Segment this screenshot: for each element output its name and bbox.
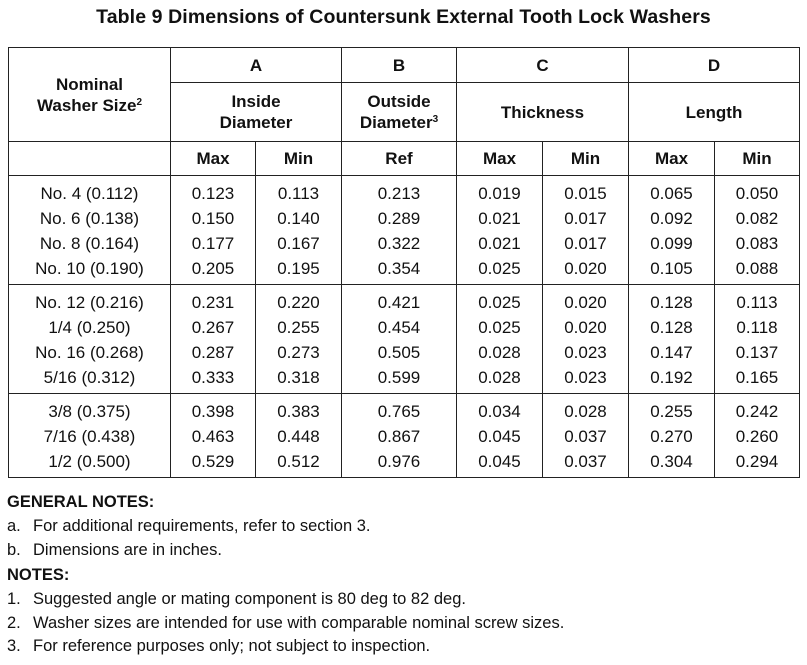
cell-a-min: 0.113 (256, 176, 342, 207)
cell-d-min: 0.294 (715, 449, 800, 478)
cell-c-min: 0.017 (543, 206, 629, 231)
cell-a-max: 0.177 (171, 231, 256, 256)
note-text: Suggested angle or mating component is 80 deg to 82 deg. (33, 590, 466, 608)
cell-size: No. 16 (0.268) (9, 340, 171, 365)
header-a-line1: Inside (231, 92, 281, 111)
cell-d-max: 0.092 (629, 206, 715, 231)
note-marker: 3. (7, 637, 21, 655)
table-row (9, 256, 800, 285)
note-text: For reference purposes only; not subject to inspection. (33, 637, 431, 655)
cell-a-min: 0.195 (256, 256, 342, 285)
cell-a-min: 0.318 (256, 365, 342, 394)
cell-c-max: 0.019 (457, 176, 543, 207)
cell-d-min: 0.260 (715, 424, 800, 449)
note-marker: a. (7, 517, 21, 535)
notes-section (7, 489, 797, 659)
note-1 (7, 588, 797, 612)
cell-a-min: 0.512 (256, 449, 342, 478)
table-row (9, 176, 800, 207)
cell-a-max: 0.287 (171, 340, 256, 365)
cell-d-min: 0.118 (715, 315, 800, 340)
cell-size: No. 8 (0.164) (9, 231, 171, 256)
cell-c-min: 0.015 (543, 176, 629, 207)
cell-a-min: 0.167 (256, 231, 342, 256)
cell-b-ref: 0.289 (342, 206, 457, 231)
cell-size: 5/16 (0.312) (9, 365, 171, 394)
header-size-line2: Washer Size (36, 95, 137, 115)
row-group (9, 176, 800, 285)
cell-c-min: 0.023 (543, 365, 629, 394)
table-row (9, 365, 800, 394)
header-b-line1: Outside (367, 92, 431, 111)
cell-a-max: 0.123 (171, 176, 256, 207)
cell-d-max: 0.128 (629, 285, 715, 316)
table-row (9, 231, 800, 256)
general-note-b (7, 539, 797, 563)
cell-a-min: 0.220 (256, 285, 342, 316)
cell-d-min: 0.242 (715, 394, 800, 425)
cell-a-max: 0.267 (171, 315, 256, 340)
note-2 (7, 612, 797, 636)
cell-size: No. 12 (0.216) (9, 285, 171, 316)
cell-size: No. 4 (0.112) (9, 176, 171, 207)
cell-d-min: 0.082 (715, 206, 800, 231)
cell-d-max: 0.255 (629, 394, 715, 425)
table-row (9, 394, 800, 425)
header-b-line2: Diameter (359, 113, 433, 132)
general-notes-heading: GENERAL NOTES: (7, 493, 155, 511)
cell-d-max: 0.065 (629, 176, 715, 207)
header-col-a: A (171, 48, 342, 83)
header-col-c: C (457, 48, 629, 83)
cell-d-min: 0.137 (715, 340, 800, 365)
note-text: Dimensions are in inches. (33, 540, 222, 559)
cell-a-min: 0.273 (256, 340, 342, 365)
cell-size: No. 6 (0.138) (9, 206, 171, 231)
cell-d-min: 0.113 (715, 285, 800, 316)
notes-heading: NOTES: (7, 566, 70, 584)
cell-size: 1/4 (0.250) (9, 315, 171, 340)
cell-d-max: 0.099 (629, 231, 715, 256)
cell-size: 1/2 (0.500) (9, 449, 171, 478)
cell-a-max: 0.205 (171, 256, 256, 285)
header-outside-diameter (342, 83, 457, 142)
cell-d-min: 0.165 (715, 365, 800, 394)
note-text: For additional requirements, refer to section 3. (33, 517, 371, 535)
header-b-footnote: 3 (432, 114, 439, 125)
note-text: Washer sizes are intended for use with comparable nominal screw sizes. (33, 613, 565, 632)
cell-a-max: 0.150 (171, 206, 256, 231)
cell-c-max: 0.025 (457, 285, 543, 316)
cell-c-min: 0.037 (543, 449, 629, 478)
header-size-line1: Nominal (55, 74, 124, 94)
cell-d-min: 0.083 (715, 231, 800, 256)
table-row (9, 206, 800, 231)
cell-b-ref: 0.322 (342, 231, 457, 256)
cell-d-min: 0.050 (715, 176, 800, 207)
header-col-b: B (342, 48, 457, 83)
note-3 (7, 635, 797, 659)
cell-d-max: 0.304 (629, 449, 715, 478)
header-b-ref: Ref (342, 142, 457, 176)
cell-d-max: 0.128 (629, 315, 715, 340)
table-title: Table 9 Dimensions of Countersunk External Tooth Lock Washers (96, 6, 711, 28)
table-header (9, 48, 800, 176)
cell-d-min: 0.088 (715, 256, 800, 285)
cell-c-max: 0.045 (457, 449, 543, 478)
header-a-max: Max (171, 142, 256, 176)
note-marker: 2. (7, 613, 21, 632)
header-d-min: Min (715, 142, 800, 176)
cell-b-ref: 0.213 (342, 176, 457, 207)
cell-b-ref: 0.976 (342, 449, 457, 478)
cell-c-max: 0.025 (457, 256, 543, 285)
cell-a-min: 0.448 (256, 424, 342, 449)
cell-c-min: 0.020 (543, 285, 629, 316)
header-nominal-size (9, 48, 171, 142)
cell-c-max: 0.021 (457, 206, 543, 231)
cell-d-max: 0.192 (629, 365, 715, 394)
cell-a-max: 0.463 (171, 424, 256, 449)
dimensions-table (8, 47, 800, 478)
cell-a-max: 0.333 (171, 365, 256, 394)
cell-c-min: 0.023 (543, 340, 629, 365)
cell-c-max: 0.021 (457, 231, 543, 256)
cell-c-max: 0.028 (457, 365, 543, 394)
cell-b-ref: 0.505 (342, 340, 457, 365)
cell-c-max: 0.025 (457, 315, 543, 340)
table-row (9, 285, 800, 316)
general-note-a (7, 515, 797, 539)
header-d-max: Max (629, 142, 715, 176)
cell-c-min: 0.020 (543, 315, 629, 340)
cell-a-max: 0.398 (171, 394, 256, 425)
cell-b-ref: 0.867 (342, 424, 457, 449)
header-col-d: D (629, 48, 800, 83)
header-length: Length (629, 83, 800, 142)
cell-a-min: 0.255 (256, 315, 342, 340)
table-row (9, 340, 800, 365)
header-inside-diameter (171, 83, 342, 142)
cell-b-ref: 0.765 (342, 394, 457, 425)
cell-a-max: 0.529 (171, 449, 256, 478)
cell-c-min: 0.017 (543, 231, 629, 256)
cell-c-min: 0.020 (543, 256, 629, 285)
cell-a-min: 0.383 (256, 394, 342, 425)
cell-b-ref: 0.421 (342, 285, 457, 316)
cell-a-min: 0.140 (256, 206, 342, 231)
cell-d-max: 0.105 (629, 256, 715, 285)
header-a-line2: Diameter (219, 113, 293, 132)
cell-b-ref: 0.454 (342, 315, 457, 340)
cell-b-ref: 0.354 (342, 256, 457, 285)
header-a-min: Min (256, 142, 342, 176)
cell-c-min: 0.028 (543, 394, 629, 425)
cell-c-max: 0.045 (457, 424, 543, 449)
cell-c-min: 0.037 (543, 424, 629, 449)
header-size-footnote: 2 (136, 96, 143, 108)
cell-c-max: 0.028 (457, 340, 543, 365)
note-marker: 1. (7, 590, 21, 608)
cell-size: 3/8 (0.375) (9, 394, 171, 425)
row-group (9, 394, 800, 478)
cell-d-max: 0.147 (629, 340, 715, 365)
note-marker: b. (7, 540, 21, 559)
cell-d-max: 0.270 (629, 424, 715, 449)
cell-size: 7/16 (0.438) (9, 424, 171, 449)
header-thickness: Thickness (457, 83, 629, 142)
cell-a-max: 0.231 (171, 285, 256, 316)
table-row (9, 315, 800, 340)
row-group (9, 285, 800, 394)
table-row (9, 449, 800, 478)
header-c-min: Min (543, 142, 629, 176)
header-c-max: Max (457, 142, 543, 176)
header-size-spacer (9, 142, 171, 176)
cell-size: No. 10 (0.190) (9, 256, 171, 285)
table-row (9, 424, 800, 449)
cell-b-ref: 0.599 (342, 365, 457, 394)
cell-c-max: 0.034 (457, 394, 543, 425)
